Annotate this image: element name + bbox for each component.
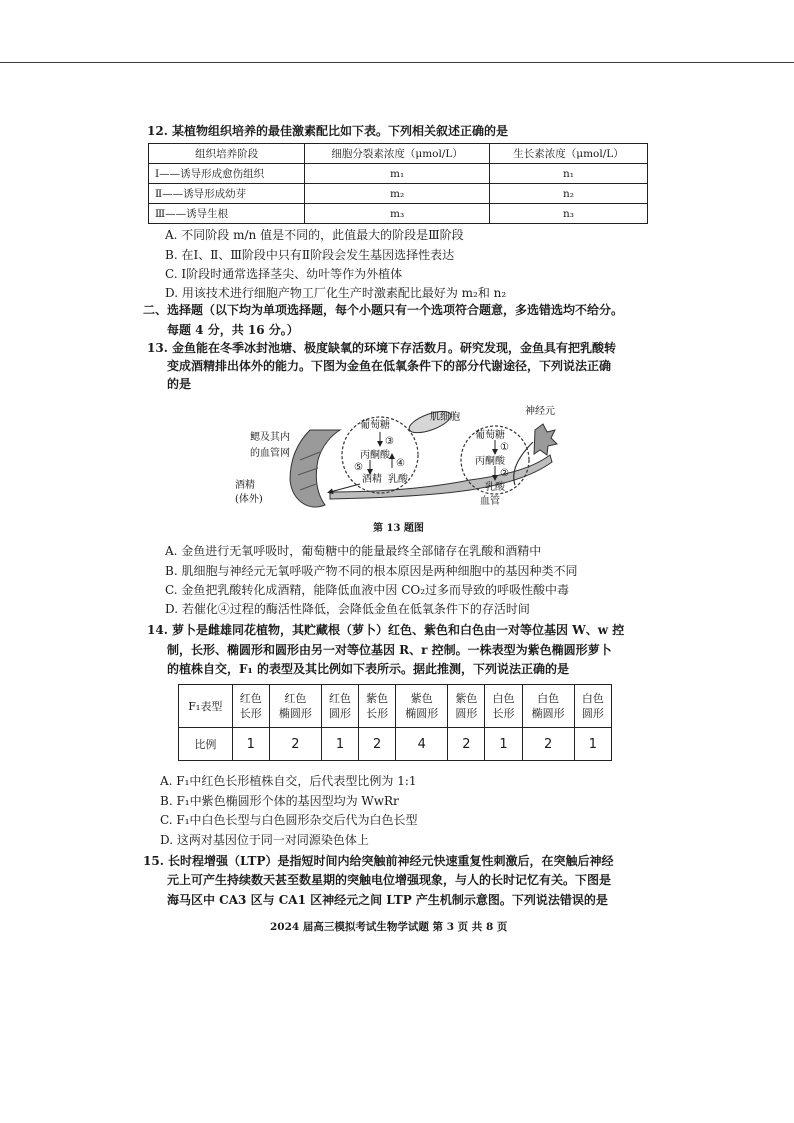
q14-phenotype-cell: 紫色 椭圆形 — [396, 685, 448, 728]
pyruvate-neuron: 丙酮酸 — [475, 456, 505, 467]
step-3: ③ — [385, 436, 394, 447]
q13-option-b: B. 肌细胞与神经元无氧呼吸产物不同的根本原因是两种细胞中的基因种类不同 — [165, 564, 578, 578]
q12-header-auxin: 生长素浓度（μmol/L） — [490, 144, 648, 164]
q12-option-d: D. 用该技术进行细胞产物工厂化生产时激素配比最好为 m₂和 n₂ — [165, 286, 507, 300]
q12-cell: Ⅲ——诱导生根 — [149, 204, 305, 224]
q13-stem-2: 变成酒精排出体外的能力。下图为金鱼在低氧条件下的部分代谢途径，下列说法正确 — [167, 359, 612, 373]
q14-header-label: F₁表型 — [179, 685, 233, 728]
gill-label-2: 的血管网 — [250, 448, 290, 459]
q13-metabolism-figure — [230, 400, 570, 530]
q12-cell: Ⅱ——诱导形成幼芽 — [149, 184, 305, 204]
q12-option-c: C. Ⅰ阶段时通常选择茎尖、幼叶等作为外植体 — [165, 267, 403, 281]
q14-option-a: A. F₁中红色长形植株自交，后代表型比例为 1:1 — [160, 774, 417, 788]
table-row — [179, 728, 612, 761]
q14-ratio-cell: 1 — [574, 728, 611, 761]
table-row — [149, 204, 648, 224]
q12-cell: n₂ — [490, 184, 648, 204]
q14-ratio-cell: 2 — [269, 728, 321, 761]
q14-option-c: C. F₁中白色长型与白色圆形杂交后代为白色长型 — [160, 813, 418, 827]
q14-stem-1: 14. 萝卜是雌雄同花植物，其贮藏根（萝卜）红色、紫色和白色由一对等位基因 W、w 控 — [147, 623, 625, 637]
q14-option-d: D. 这两对基因位于同一对同源染色体上 — [160, 833, 369, 847]
table-row — [149, 164, 648, 184]
q14-phenotype-cell: 紫色 长形 — [359, 685, 396, 728]
q14-stem-2: 制，长形、椭圆形和圆形由另一对等位基因 R、r 控制。一株表型为紫色椭圆形萝卜 — [167, 643, 612, 657]
q12-option-a: A. 不同阶段 m/n 值是不同的，此值最大的阶段是Ⅲ阶段 — [165, 228, 464, 242]
page-footer: 2024 届高三模拟考试生物学试题 第 3 页 共 8 页 — [270, 921, 508, 933]
outside-label: (体外) — [235, 494, 263, 505]
gill-label-1: 鳃及其内 — [250, 432, 290, 443]
q14-ratio-cell: 2 — [448, 728, 485, 761]
alcohol-out-label: 酒精 — [235, 480, 255, 491]
q12-cell: n₃ — [490, 204, 648, 224]
q12-cell: m₃ — [305, 204, 490, 224]
glucose-neuron: 葡萄糖 — [475, 430, 505, 441]
q14-ratio-label: 比例 — [179, 728, 233, 761]
arrow-alcohol-out — [330, 484, 360, 492]
muscle-label: 肌细胞 — [430, 412, 460, 423]
top-divider — [0, 62, 794, 63]
q13-option-a: A. 金鱼进行无氧呼吸时，葡萄糖中的能量最终全部储存在乳酸和酒精中 — [165, 544, 542, 558]
section2-heading: 二、选择题（以下均为单项选择题，每个小题只有一个选项符合题意，多选错选均不给分。 — [143, 303, 624, 317]
q13-option-d: D. 若催化④过程的酶活性降低，会降低金鱼在低氧条件下的存活时间 — [165, 602, 530, 616]
ethanol-muscle: 酒精 — [362, 474, 382, 485]
lactic-muscle: 乳酸 — [388, 474, 408, 485]
q12-cell: Ⅰ——诱导形成愈伤组织 — [149, 164, 305, 184]
q15-stem-3: 海马区中 CA3 区与 CA1 区神经元之间 LTP 产生机制示意图。下列说法错误的是 — [167, 893, 608, 907]
q14-ratio-cell: 2 — [522, 728, 574, 761]
q14-phenotype-cell: 红色 椭圆形 — [269, 685, 321, 728]
q14-stem-3: 的植株自交，F₁ 的表型及其比例如下表所示。据此推测，下列说法正确的是 — [167, 662, 569, 676]
q12-header-stage: 组织培养阶段 — [149, 144, 305, 164]
glucose-muscle: 葡萄糖 — [360, 420, 390, 431]
step-2: ② — [500, 468, 509, 479]
q14-phenotype-cell: 白色 长形 — [485, 685, 522, 728]
q15-stem-2: 元上可产生持续数天甚至数星期的突触电位增强现象，与人的长时记忆有关。下图是 — [167, 873, 612, 887]
q14-phenotype-table — [178, 684, 612, 761]
q14-ratio-cell: 1 — [321, 728, 358, 761]
q13-stem-3: 的是 — [167, 377, 192, 391]
step-4: ④ — [396, 458, 405, 469]
step-5: ⑤ — [354, 462, 363, 473]
q14-phenotype-cell: 白色 椭圆形 — [522, 685, 574, 728]
q12-cell: m₁ — [305, 164, 490, 184]
q12-cell: n₁ — [490, 164, 648, 184]
q13-option-c: C. 金鱼把乳酸转化成酒精，能降低血液中因 CO₂过多而导致的呼吸性酸中毒 — [165, 583, 570, 597]
q14-ratio-cell: 1 — [485, 728, 522, 761]
neuron-icon — [534, 424, 557, 455]
q12-cell: m₂ — [305, 184, 490, 204]
q14-phenotype-cell: 白色 圆形 — [574, 685, 611, 728]
step-1: ① — [500, 442, 509, 453]
q14-option-b: B. F₁中紫色椭圆形个体的基因型均为 WwRr — [160, 794, 399, 808]
table-row — [149, 184, 648, 204]
q12-header-cytokinin: 细胞分裂素浓度（μmol/L） — [305, 144, 490, 164]
figure-caption: 第 13 题图 — [373, 523, 424, 534]
q14-phenotype-cell: 紫色 圆形 — [448, 685, 485, 728]
section2-scoring: 每题 4 分，共 16 分。） — [167, 323, 299, 337]
q14-phenotype-cell: 红色 长形 — [232, 685, 269, 728]
q14-ratio-cell: 4 — [396, 728, 448, 761]
vessel-label: 血管 — [480, 496, 500, 507]
q14-ratio-cell: 2 — [359, 728, 396, 761]
q12-hormone-table — [148, 143, 648, 224]
lactic-neuron: 乳酸 — [485, 482, 505, 493]
q13-stem-1: 13. 金鱼能在冬季冰封池塘、极度缺氧的环境下存活数月。研究发现，金鱼具有把乳酸转 — [147, 341, 617, 355]
q14-phenotype-cell: 红色 圆形 — [321, 685, 358, 728]
q14-ratio-cell: 1 — [232, 728, 269, 761]
q12-option-b: B. 在Ⅰ、Ⅱ、Ⅲ阶段中只有Ⅱ阶段会发生基因选择性表达 — [165, 248, 455, 262]
pyruvate-muscle: 丙酮酸 — [360, 450, 390, 461]
neuron-label: 神经元 — [525, 406, 555, 417]
q12-stem: 12. 某植物组织培养的最佳激素配比如下表。下列相关叙述正确的是 — [147, 124, 509, 138]
q15-stem-1: 15. 长时程增强（LTP）是指短时间内给突触前神经元快速重复性刺激后，在突触后神经 — [143, 854, 614, 868]
